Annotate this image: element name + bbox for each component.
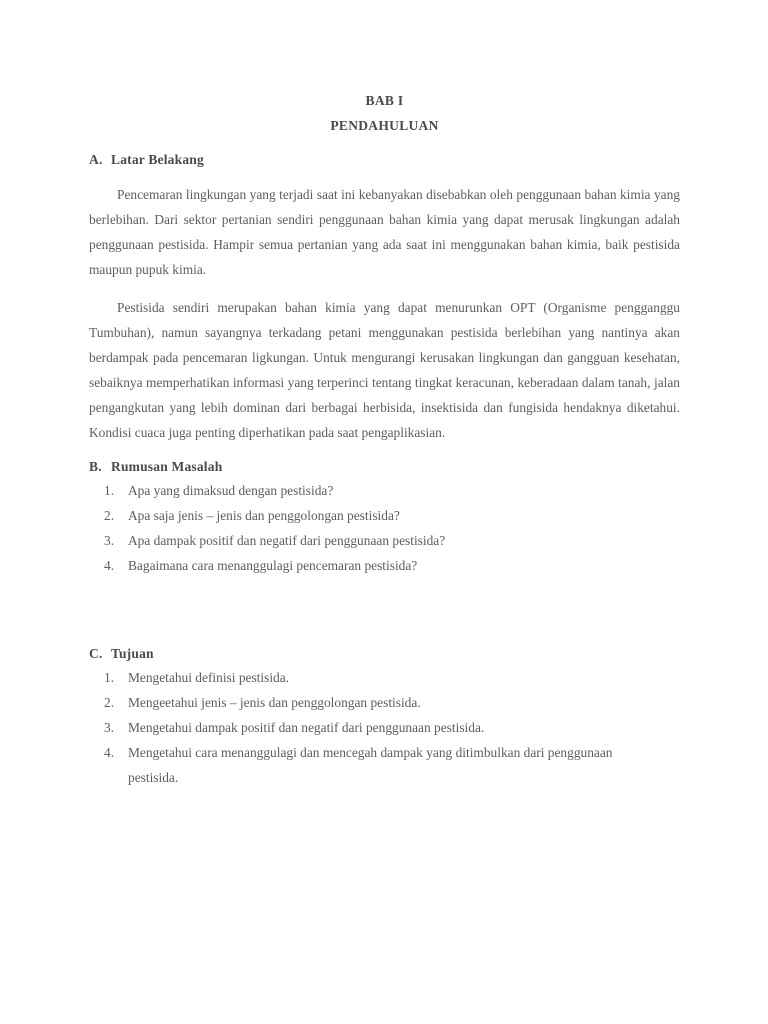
section-heading-tujuan	[89, 646, 680, 662]
list-item	[89, 690, 680, 715]
paragraph-latar-belakang-2: Pestisida sendiri merupakan bahan kimia yang dapat menurunkan OPT (Organisme pengganggu Tumbuhan), namun sayangnya terkadang petani menggunakan pestisida berlebihan yang nantinya akan berdampak pada pencemaran ligkungan. Untuk mengurangi kerusakan lingkungan dan gangguan kesehatan, sebaiknya memperhatikan informasi yang terperinci tentang tingkat keracunan, keberadaan dalam tanah, jalan pengangkutan yang lebih dominan dari berbagai herbisida, insektisida dan fungisida hendaknya diketahui. Kondisi cuaca juga penting diperhatikan pada saat pengaplikasian.	[89, 300, 680, 441]
section-title-c: Tujuan	[111, 646, 154, 662]
list-item-text: Bagaimana cara menanggulagi pencemaran pestisida?	[128, 558, 418, 574]
list-item-number: 1.	[104, 670, 115, 686]
list-item-text: Mengetahui dampak positif dan negatif dari penggunaan pestisida.	[128, 720, 485, 736]
section-heading-latar-belakang	[89, 152, 680, 168]
list-item	[89, 503, 680, 528]
list-item-text: Mengetahui cara menanggulagi dan mencegah dampak yang ditimbulkan dari penggunaan pestisida.	[128, 745, 613, 786]
list-item-text: Apa dampak positif dan negatif dari penggunaan pestisida?	[128, 533, 446, 549]
paragraph-latar-belakang-1: Pencemaran lingkungan yang terjadi saat ini kebanyakan disebabkan oleh penggunaan bahan kimia yang berlebihan. Dari sektor pertanian sendiri penggunaan bahan kimia yang dapat merusak lingkungan adalah penggunaan pestisida. Hampir semua pertanian yang ada saat ini menggunakan bahan kimia, baik pestisida maupun pupuk kimia.	[89, 187, 680, 277]
list-item	[89, 665, 680, 690]
list-item-text: Apa yang dimaksud dengan pestisida?	[128, 483, 334, 499]
section-marker-a: A.	[89, 152, 103, 167]
list-item	[89, 528, 680, 553]
chapter-label: BAB I	[365, 93, 404, 108]
section-heading-rumusan-masalah	[89, 459, 680, 475]
list-item	[89, 478, 680, 503]
section-title-a: Latar Belakang	[111, 152, 204, 167]
list-item-number: 4.	[104, 558, 115, 574]
list-item-number: 2.	[104, 508, 115, 524]
list-item-number: 4.	[104, 745, 115, 761]
list-item	[89, 715, 680, 740]
list-item-number: 3.	[104, 533, 115, 549]
section-marker-b: B.	[89, 459, 102, 475]
section-spacer	[89, 578, 680, 632]
list-item-number: 1.	[104, 483, 115, 499]
list-item-number: 3.	[104, 720, 115, 736]
rumusan-masalah-list	[89, 478, 680, 578]
section-title-b: Rumusan Masalah	[111, 459, 223, 475]
list-item	[89, 740, 680, 790]
list-item-number: 2.	[104, 695, 115, 711]
list-item	[89, 553, 680, 578]
tujuan-list	[89, 665, 680, 790]
list-item-text: Mengetahui definisi pestisida.	[128, 670, 290, 686]
chapter-title: PENDAHULUAN	[330, 118, 439, 133]
list-item-text: Mengeetahui jenis – jenis dan penggolongan pestisida.	[128, 695, 421, 711]
section-marker-c: C.	[89, 646, 103, 662]
list-item-text: Apa saja jenis – jenis dan penggolongan pestisida?	[128, 508, 400, 524]
